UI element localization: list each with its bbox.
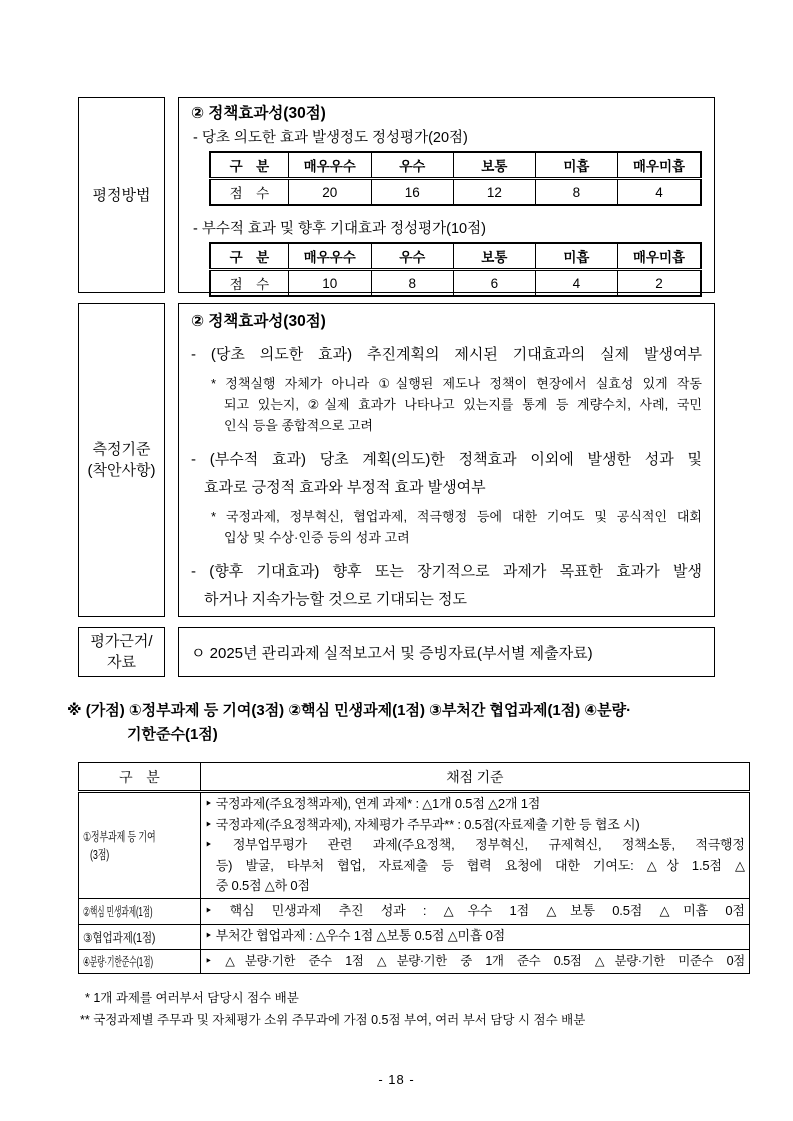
eval-method-content (178, 97, 715, 293)
bonus-row-livelihood-label (79, 898, 201, 924)
criteria-title: ② 정책효과성(30점) (191, 313, 326, 330)
score-value: 8 (371, 270, 453, 297)
grade-header: 매우미흡 (617, 243, 701, 270)
criteria-line: 하거나 지속가능할 것으로 기대되는 정도 (204, 591, 468, 608)
bonus-note (67, 699, 723, 747)
criteria-bullet-line: ‣ △분량·기한 준수 1점 △분량·기한 중 1개 준수 0.5점 △분량·기한 미준수 0점 (204, 953, 745, 968)
bonus-row-livelihood-label-text: ②핵심 민생과제(1점) (83, 905, 153, 919)
grade-header: 구 분 (210, 243, 288, 270)
evidence-label-line2: 자료 (107, 654, 136, 671)
grade-header: 보통 (453, 152, 535, 179)
criteria-line: - (부수적 효과) 당초 계획(의도)한 정책효과 이외에 발생한 성과 및 (191, 451, 702, 468)
grade-header: 우수 (371, 152, 453, 179)
grade-table-2-score-row (210, 270, 701, 297)
criteria-bullet-line: ‣ 국정과제(주요정책과제), 자체평가 주무과** : 0.5점(자료제출 기한 등 협조 시) (204, 816, 640, 832)
criteria-bullet-line: ‣ 부처간 협업과제 : △우수 1점 △보통 0.5점 △미흡 0점 (204, 928, 506, 944)
bonus-row-gov-label-line1: ①정부과제 등 기여 (83, 830, 156, 845)
criteria-note: 입상 및 수상·인증 등의 성과 고려 (224, 530, 410, 545)
grade-header: 매우우수 (288, 243, 371, 270)
criteria-note: 되고 있는지, ②실제 효과가 나타나고 있는지를 통계 등 계량수치, 사례, 국민 (224, 397, 702, 412)
bonus-row-livelihood-criteria (200, 898, 749, 924)
footnotes (80, 987, 793, 1031)
grade-header: 우수 (371, 243, 453, 270)
bonus-row-cooperation-criteria (200, 924, 749, 949)
score-value: 20 (288, 179, 371, 206)
grade-header: 구 분 (210, 152, 288, 179)
score-value: 12 (453, 179, 535, 206)
evidence-text: ㅇ 2025년 관리과제 실적보고서 및 증빙자료(부서별 제출자료) (191, 644, 593, 662)
score-value: 16 (371, 179, 453, 206)
score-value: 4 (617, 179, 701, 206)
criteria-block (78, 303, 715, 617)
footnote-2: ** 국정과제별 주무과 및 자체평가 소위 주무과에 가점 0.5점 부여, 여러 부서 담당 시 점수 배분 (80, 1012, 586, 1027)
criteria-label (78, 303, 165, 617)
bonus-col1-header: 구 분 (79, 763, 201, 792)
criteria-bullet-line: ‣ 정부업무평가 관련 과제(주요정책, 정부혁신, 규제혁신, 정책소통, 적극행정 (204, 837, 745, 852)
score-value: 2 (617, 270, 701, 297)
grade-table-1 (209, 151, 702, 206)
evidence-label-line1: 평가근거/ (90, 633, 153, 650)
bonus-row-cooperation-label (79, 924, 201, 949)
criteria-bullet-line: 중 0.5점 △하 0점 (215, 878, 310, 893)
bonus-note-line1: ※ (가점) ①정부과제 등 기여(3점) ②핵심 민생과제(1점) ③부처간 협업과제(1점) ④분량· (67, 702, 632, 719)
score-value: 6 (453, 270, 535, 297)
criteria-content (178, 303, 715, 617)
score-row-label: 점 수 (210, 270, 288, 297)
score-row-label: 점 수 (210, 179, 288, 206)
footnote-1: * 1개 과제를 여러부서 담당시 점수 배분 (85, 990, 299, 1005)
grade-header: 매우우수 (288, 152, 371, 179)
eval-method-title: ② 정책효과성(30점) (191, 105, 326, 122)
bonus-row-deadline-criteria (200, 949, 749, 973)
bonus-note-line2: 기한준수(1점) (127, 726, 218, 743)
grade-table-1-score-row (210, 179, 701, 206)
evidence-block (78, 627, 715, 677)
criteria-bullet-line: ‣ 국정과제(주요정책과제), 연계 과제* : △1개 0.5점 △2개 1점 (204, 796, 541, 811)
eval-method-sub2: - 부수적 효과 및 향후 기대효과 정성평가(10점) (193, 221, 486, 237)
criteria-bullet-line: 등) 발굴, 타부처 협업, 자료제출 등 협력 요청에 대한 기여도: △상 1.5점 △ (215, 857, 745, 873)
grade-header: 매우미흡 (617, 152, 701, 179)
criteria-note: * 국정과제, 정부혁신, 협업과제, 적극행정 등에 대한 기여도 및 공식적인 대회 (211, 509, 702, 524)
bonus-table-header-row (79, 763, 750, 792)
criteria-line: 효과로 긍정적 효과와 부정적 효과 발생여부 (204, 479, 486, 496)
bonus-row-deadline-label (79, 949, 201, 973)
bonus-row-gov-criteria (200, 792, 749, 899)
bonus-row-livelihood (79, 898, 750, 924)
score-value: 10 (288, 270, 371, 297)
bonus-table (78, 762, 750, 974)
page-number: - 18 - (378, 1072, 415, 1087)
criteria-label-line2: (착안사항) (87, 462, 156, 479)
criteria-bullet-line: ‣ 핵심 민생과제 추진 성과 : △우수 1점 △보통 0.5점 △미흡 0점 (204, 902, 745, 918)
grade-header: 보통 (453, 243, 535, 270)
grade-table-1-header-row (210, 152, 701, 179)
bonus-row-gov-label-line2: (3점) (90, 848, 110, 863)
bonus-row-cooperation (79, 924, 750, 949)
score-value: 8 (535, 179, 617, 206)
criteria-note: * 정책실행 자체가 아니라 ①실행된 제도나 정책이 현장에서 실효성 있게 작동 (211, 376, 702, 391)
grade-table-2 (209, 242, 702, 297)
bonus-row-deadline-label-text: ④분량·기한준수(1점) (83, 955, 153, 969)
bonus-row-gov-label (79, 792, 201, 899)
bonus-col2-header: 채점 기준 (200, 763, 749, 792)
criteria-label-line1: 측정기준 (92, 441, 151, 458)
eval-method-label-text: 평정방법 (92, 186, 151, 204)
criteria-line: - (향후 기대효과) 향후 또는 장기적으로 과제가 목표한 효과가 발생 (191, 563, 702, 580)
criteria-note: 인식 등을 종합적으로 고려 (224, 418, 373, 433)
score-value: 4 (535, 270, 617, 297)
eval-method-sub1: - 당초 의도한 효과 발생정도 정성평가(20점) (193, 130, 468, 146)
bonus-row-gov (79, 792, 750, 899)
bonus-row-cooperation-label-text: ③협업과제(1점) (83, 930, 156, 945)
grade-header: 미흡 (535, 152, 617, 179)
grade-header: 미흡 (535, 243, 617, 270)
evidence-content (178, 627, 715, 677)
grade-table-2-header-row (210, 243, 701, 270)
criteria-line: - (당초 의도한 효과) 추진계획의 제시된 기대효과의 실제 발생여부 (191, 346, 702, 363)
evidence-label (78, 627, 165, 677)
eval-method-block (78, 97, 715, 293)
bonus-row-deadline (79, 949, 750, 973)
eval-method-label (78, 97, 165, 293)
